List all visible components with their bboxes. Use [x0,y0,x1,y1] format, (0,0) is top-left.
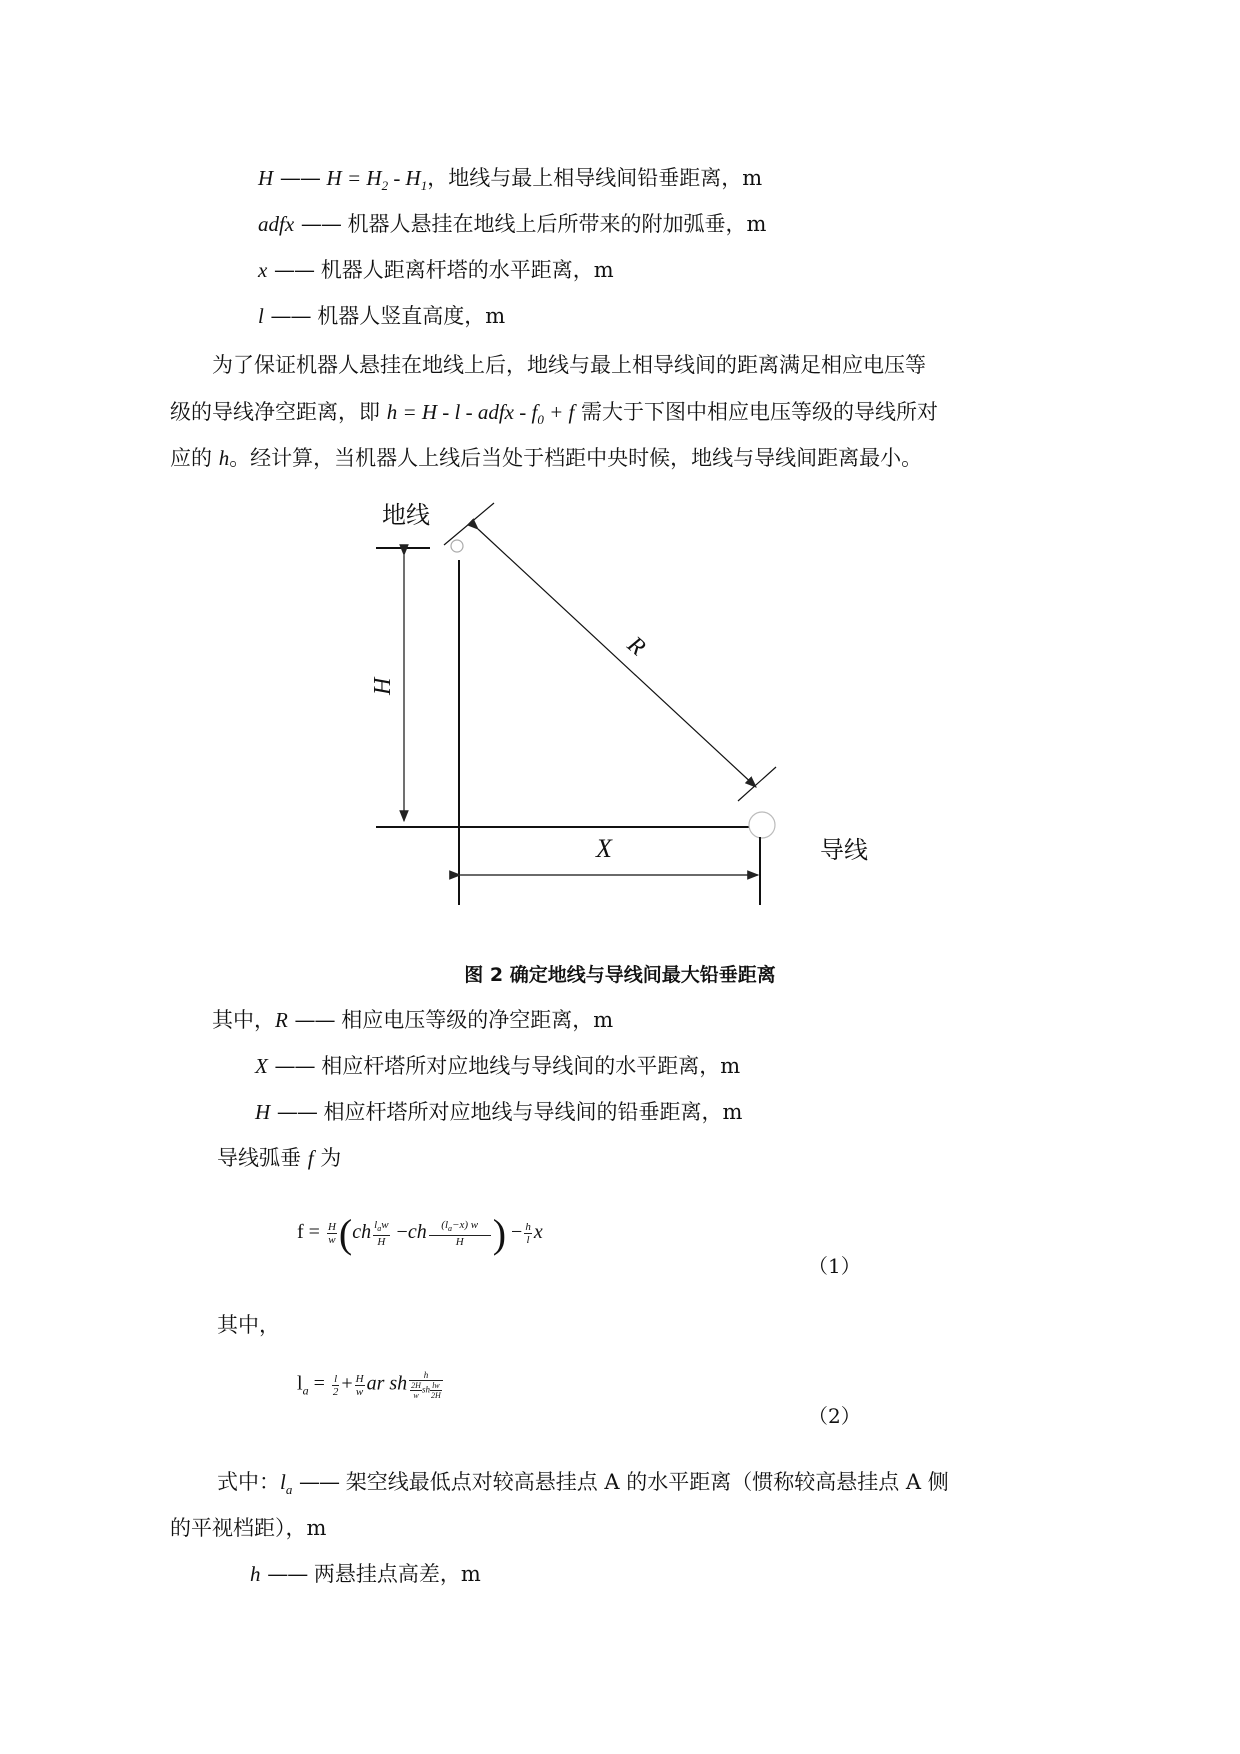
conductor-point [749,812,775,838]
def-symbol: l [258,304,264,328]
def-desc: 机器人悬挂在地线上后所带来的附加弧垂，m [347,212,767,236]
def-la-cont: 的平视档距），m [170,1516,327,1540]
R-tick-top [444,503,494,545]
def-la: 式中：$l_a$ —— 架空线最低点对较高悬挂点 A 的水平距离（惯称较高悬挂点 A 侧 [217,1470,949,1498]
def-h: h —— 两悬挂点高差，m [250,1562,481,1586]
formula: H = H [326,166,382,190]
para1-line2: 级的导线净空距离，即 h = H - l - adfx - $f_0 + f$ 需大于下图中相应电压等级的导线所对 [170,400,939,428]
dash: —— [279,166,320,190]
diagram-svg [360,495,920,925]
dash: —— [270,304,311,328]
def-desc: 机器人竖直高度，m [317,304,506,328]
conductor-label: 导线 [820,836,868,864]
ground-wire-point [451,540,463,552]
R-tick-bottom [738,767,776,801]
formula: h = H - l - adfx - f [386,400,538,424]
def-l [258,301,505,331]
ground-wire-label: 地线 [382,501,430,529]
R-dimension-line [478,529,756,787]
def-desc: 机器人距离杆塔的水平距离，m [320,258,614,282]
X-label: X [596,834,612,863]
H-label: H [370,677,396,695]
def-desc: ，地线与最上相导线间铅垂距离，m [427,166,763,190]
equation-2: $l_a$ = $\frac{l}{2}$ + $\frac{H}{w}$ ar sh h $\frac{2H}{w}$ sh $\frac{lw}{2H}$ [297,1370,441,1400]
dash: —— [274,258,315,282]
equation-1: f = $\frac{H}{w}$ (ch $\frac{l_aw}{H}$ −ch $\frac{(l_a-x) w}{H}$ ) − $\frac{h}{l}$ x [297,1211,543,1256]
def-symbol: adfx [258,212,295,236]
para1-line1: 为了保证机器人悬挂在地线上后，地线与最上相导线间的距离满足相应电压等 [212,353,926,377]
def-R: 其中，R —— 相应电压等级的净空距离，m [212,1008,614,1032]
def-x [258,255,614,285]
def-H: H —— $H = H_2 - H_1$，地线与最上相导线间铅垂距离，m [258,166,763,194]
sag-intro: 导线弧垂 f 为 [217,1146,342,1170]
R-label: R [622,631,651,662]
clearance-diagram [360,495,920,929]
where-label: 其中， [217,1313,280,1337]
figure-caption: 图 2 确定地线与导线间最大铅垂距离 [464,964,776,986]
def-symbol: H [258,166,274,190]
equation-2-number: （2） [808,1404,861,1428]
def-X: X —— 相应杆塔所对应地线与导线间的水平距离，m [255,1054,741,1078]
equation-1-number: （1） [808,1254,861,1278]
dash: —— [300,212,341,236]
def-H2: H —— 相应杆塔所对应地线与导线间的铅垂距离，m [255,1100,743,1124]
def-symbol: x [258,258,268,282]
para1-line3: 应的 h。经计算，当机器人上线后当处于档距中央时候，地线与导线间距离最小。 [170,446,923,470]
def-adfx [258,209,766,239]
